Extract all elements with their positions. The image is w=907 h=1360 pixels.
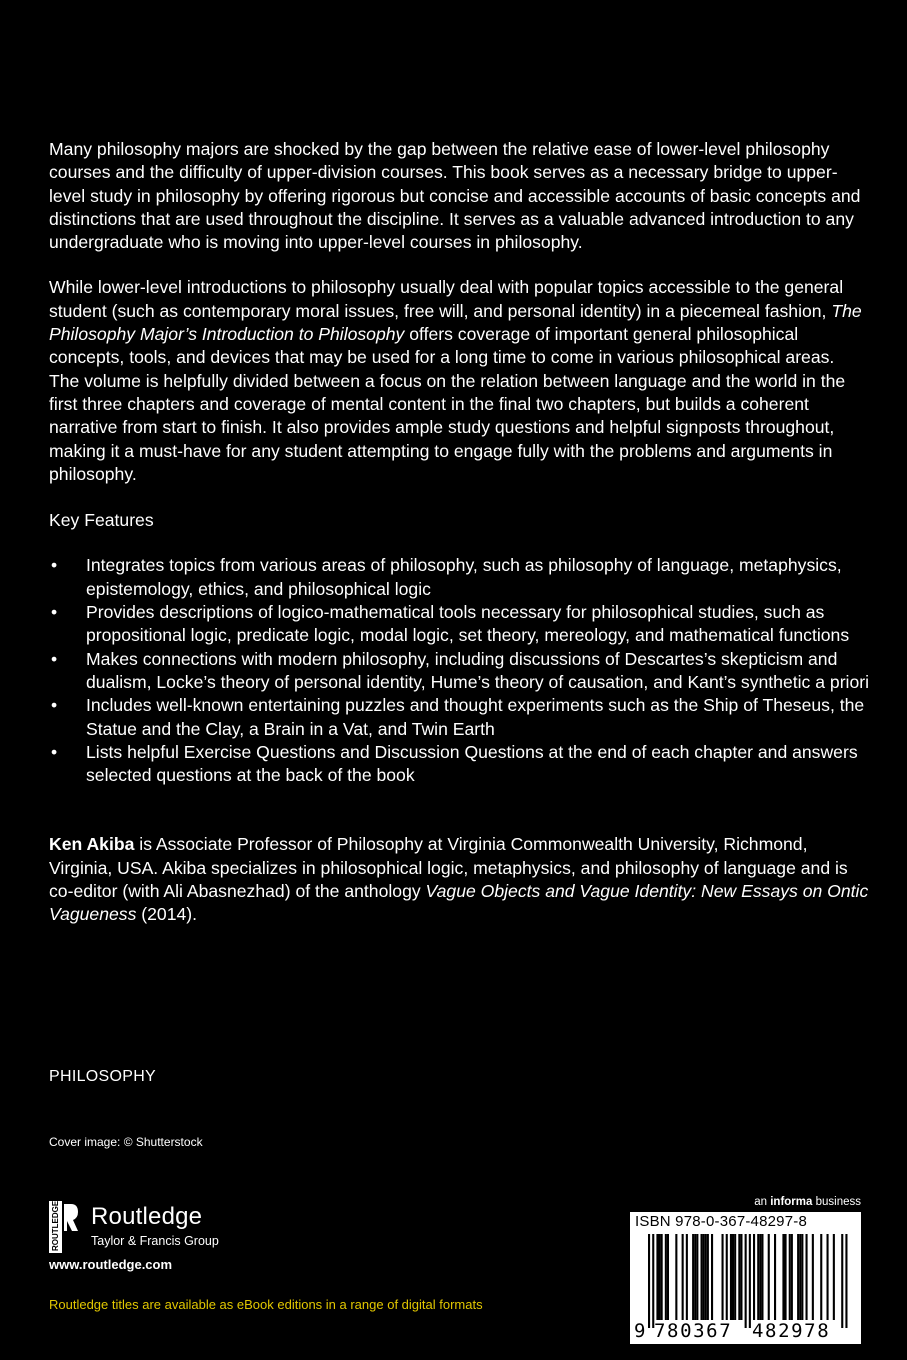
author-bio-end: (2014). (136, 904, 198, 925)
barcode-bar (730, 1234, 732, 1320)
back-cover-blurb (49, 138, 869, 927)
bullet: • (51, 602, 58, 623)
ean-right-group: 482978 (752, 1320, 831, 1342)
paragraph-2-end: offers coverage of important general philosophical concepts, tools, and devices that may be used for a long time to come in various philosophical areas. The volume is helpfully divided between a focus on the relation between language and the world in the first three chapters and coverage of mental content in the final two chapters, but builds a coherent narrative from start to finish. It also provides ample study questions and helpful signposts throughout, making it a must-have for any student attempting to engage fully with the problems and arguments in philosophy. (49, 324, 846, 484)
bullet: • (51, 695, 58, 716)
publisher-group: Taylor & Francis Group (91, 1234, 219, 1248)
feature-item (49, 554, 869, 601)
isbn-label: ISBN 978-0-367-48297-8 (635, 1213, 808, 1230)
barcode-bar (740, 1234, 742, 1320)
anthology-title: Vague Objects and Vague Identity: New Essays on Ontic Vagueness (49, 881, 869, 925)
barcode-bar (833, 1234, 835, 1320)
informa-prefix: an (754, 1196, 771, 1208)
feature-item (49, 648, 869, 695)
ean-left-group: 780367 (654, 1320, 733, 1342)
description-paragraph-1: Many philosophy majors are shocked by the gap between the relative ease of lower-level philosophy courses and the difficulty of upper-division courses. This book serves as a necessary bridge to upper-level study in philosophy by offering rigorous but concise and accessible accounts of basic concepts and distinctions that are used throughout the discipline. It serves as a valuable advanced introduction to any undergraduate who is moving into upper-level courses in philosophy. (49, 139, 861, 253)
feature-text: Includes well-known entertaining puzzles and thought experiments such as the Ship of Theseus, the Statue and the Clay, a Brain in a Vat, and Twin Earth (86, 695, 865, 739)
barcode-bar (785, 1234, 787, 1320)
vertical-publisher-mark: ROUTLEDGE (51, 1201, 60, 1251)
barcode-bar (759, 1234, 761, 1320)
barcode-bar (799, 1234, 801, 1320)
book-title: The Philosophy Major’s Introduction to Philosophy (49, 300, 862, 345)
informa-business-tag (754, 1196, 861, 1208)
barcode-bar (734, 1234, 736, 1320)
feature-item (49, 694, 869, 741)
paragraph-2-start: While lower-level introductions to philosophy usually deal with popular topics accessible to the general student (such as contemporary moral issues, free will, and personal identity) in a piecemeal fashion, (49, 277, 844, 321)
publisher-website: www.routledge.com (49, 1257, 173, 1272)
feature-item (49, 741, 869, 788)
barcode-bar (656, 1234, 658, 1320)
barcode-bar (705, 1234, 707, 1320)
barcode-bar (749, 1234, 751, 1328)
ean-first-digit: 9 (634, 1320, 646, 1342)
barcode-bar (820, 1234, 822, 1320)
barcode-bar (801, 1234, 803, 1320)
author-bio-start: is Associate Professor of Philosophy at Virginia Commonwealth University, Richmond, Virginia, USA. Akiba specializes in philosophical logic, metaphysics, and philosophy of language and is co-editor (with Ali Abasnezhad) of the anthology (49, 834, 848, 902)
feature-item (49, 601, 869, 648)
barcode-bar (732, 1234, 734, 1320)
barcode-bar (797, 1234, 799, 1320)
barcode-bar (659, 1234, 661, 1320)
barcode-bar (827, 1234, 829, 1320)
barcode-bar (841, 1234, 843, 1328)
barcode-bar (707, 1234, 709, 1320)
feature-text: Integrates topics from various areas of philosophy, such as philosophy of language, metaphysics, epistemology, ethics, and philosophical logic (86, 555, 842, 599)
publisher-name: Routledge (91, 1203, 203, 1230)
subject-category: PHILOSOPHY (49, 1068, 157, 1085)
bullet: • (51, 648, 58, 669)
barcode-bar (696, 1234, 698, 1320)
informa-brand: informa (770, 1196, 813, 1208)
barcode-bar (745, 1234, 747, 1328)
barcode-bar (738, 1234, 740, 1320)
barcode-bar (726, 1234, 728, 1320)
routledge-logo-icon (49, 1201, 79, 1253)
ebook-availability-note: Routledge titles are available as eBook editions in a range of digital formats (49, 1297, 483, 1312)
barcode-bar (667, 1234, 669, 1320)
author-name: Ken Akiba (49, 834, 135, 855)
barcode-bar (722, 1234, 724, 1320)
barcode-bar (757, 1234, 759, 1320)
description-paragraph-2 (49, 276, 869, 486)
barcode-bar (782, 1234, 784, 1320)
barcode-bar (648, 1234, 650, 1328)
isbn-barcode (630, 1212, 861, 1344)
barcode-bar (791, 1234, 793, 1320)
barcode-bar (652, 1234, 654, 1328)
feature-text: Makes connections with modern philosophy, including discussions of Descartes’s skepticism and dualism, Locke’s theory of personal identity, Hume’s theory of causation, and Kant’s synthetic a priori (86, 648, 870, 692)
barcode-bar (768, 1234, 770, 1320)
barcode-bar (703, 1234, 705, 1320)
barcode-bar (812, 1234, 814, 1320)
barcode-bar (711, 1234, 713, 1320)
bullet: • (51, 555, 58, 576)
barcode-bar (675, 1234, 677, 1320)
barcode-bar (665, 1234, 667, 1320)
feature-text: Lists helpful Exercise Questions and Discussion Questions at the end of each chapter and answers selected questions at the back of the book (86, 741, 858, 786)
barcode-bar (686, 1234, 688, 1320)
bullet: • (51, 741, 58, 762)
ean-digits (630, 1320, 861, 1342)
feature-text: Provides descriptions of logico-mathematical tools necessary for philosophical studies, such as propositional logic, predicate logic, modal logic, set theory, mereology, and mathematical functions (86, 602, 850, 646)
barcode-bar (845, 1234, 847, 1328)
barcode-bar (761, 1234, 763, 1320)
barcode-bar (753, 1234, 755, 1320)
barcode-bar (789, 1234, 791, 1320)
barcode-bar (774, 1234, 776, 1320)
cover-image-credit: Cover image: © Shutterstock (49, 1135, 203, 1149)
barcode-bar (692, 1234, 694, 1320)
key-features-list (49, 554, 869, 787)
key-features-heading: Key Features (49, 510, 154, 531)
publisher-logo (49, 1201, 249, 1261)
author-bio (49, 833, 869, 926)
barcode-bar (701, 1234, 703, 1320)
informa-suffix: business (812, 1196, 861, 1208)
barcode-bar (682, 1234, 684, 1320)
barcode-bar (806, 1234, 808, 1320)
barcode-bar (661, 1234, 663, 1320)
barcode-bar (694, 1234, 696, 1320)
